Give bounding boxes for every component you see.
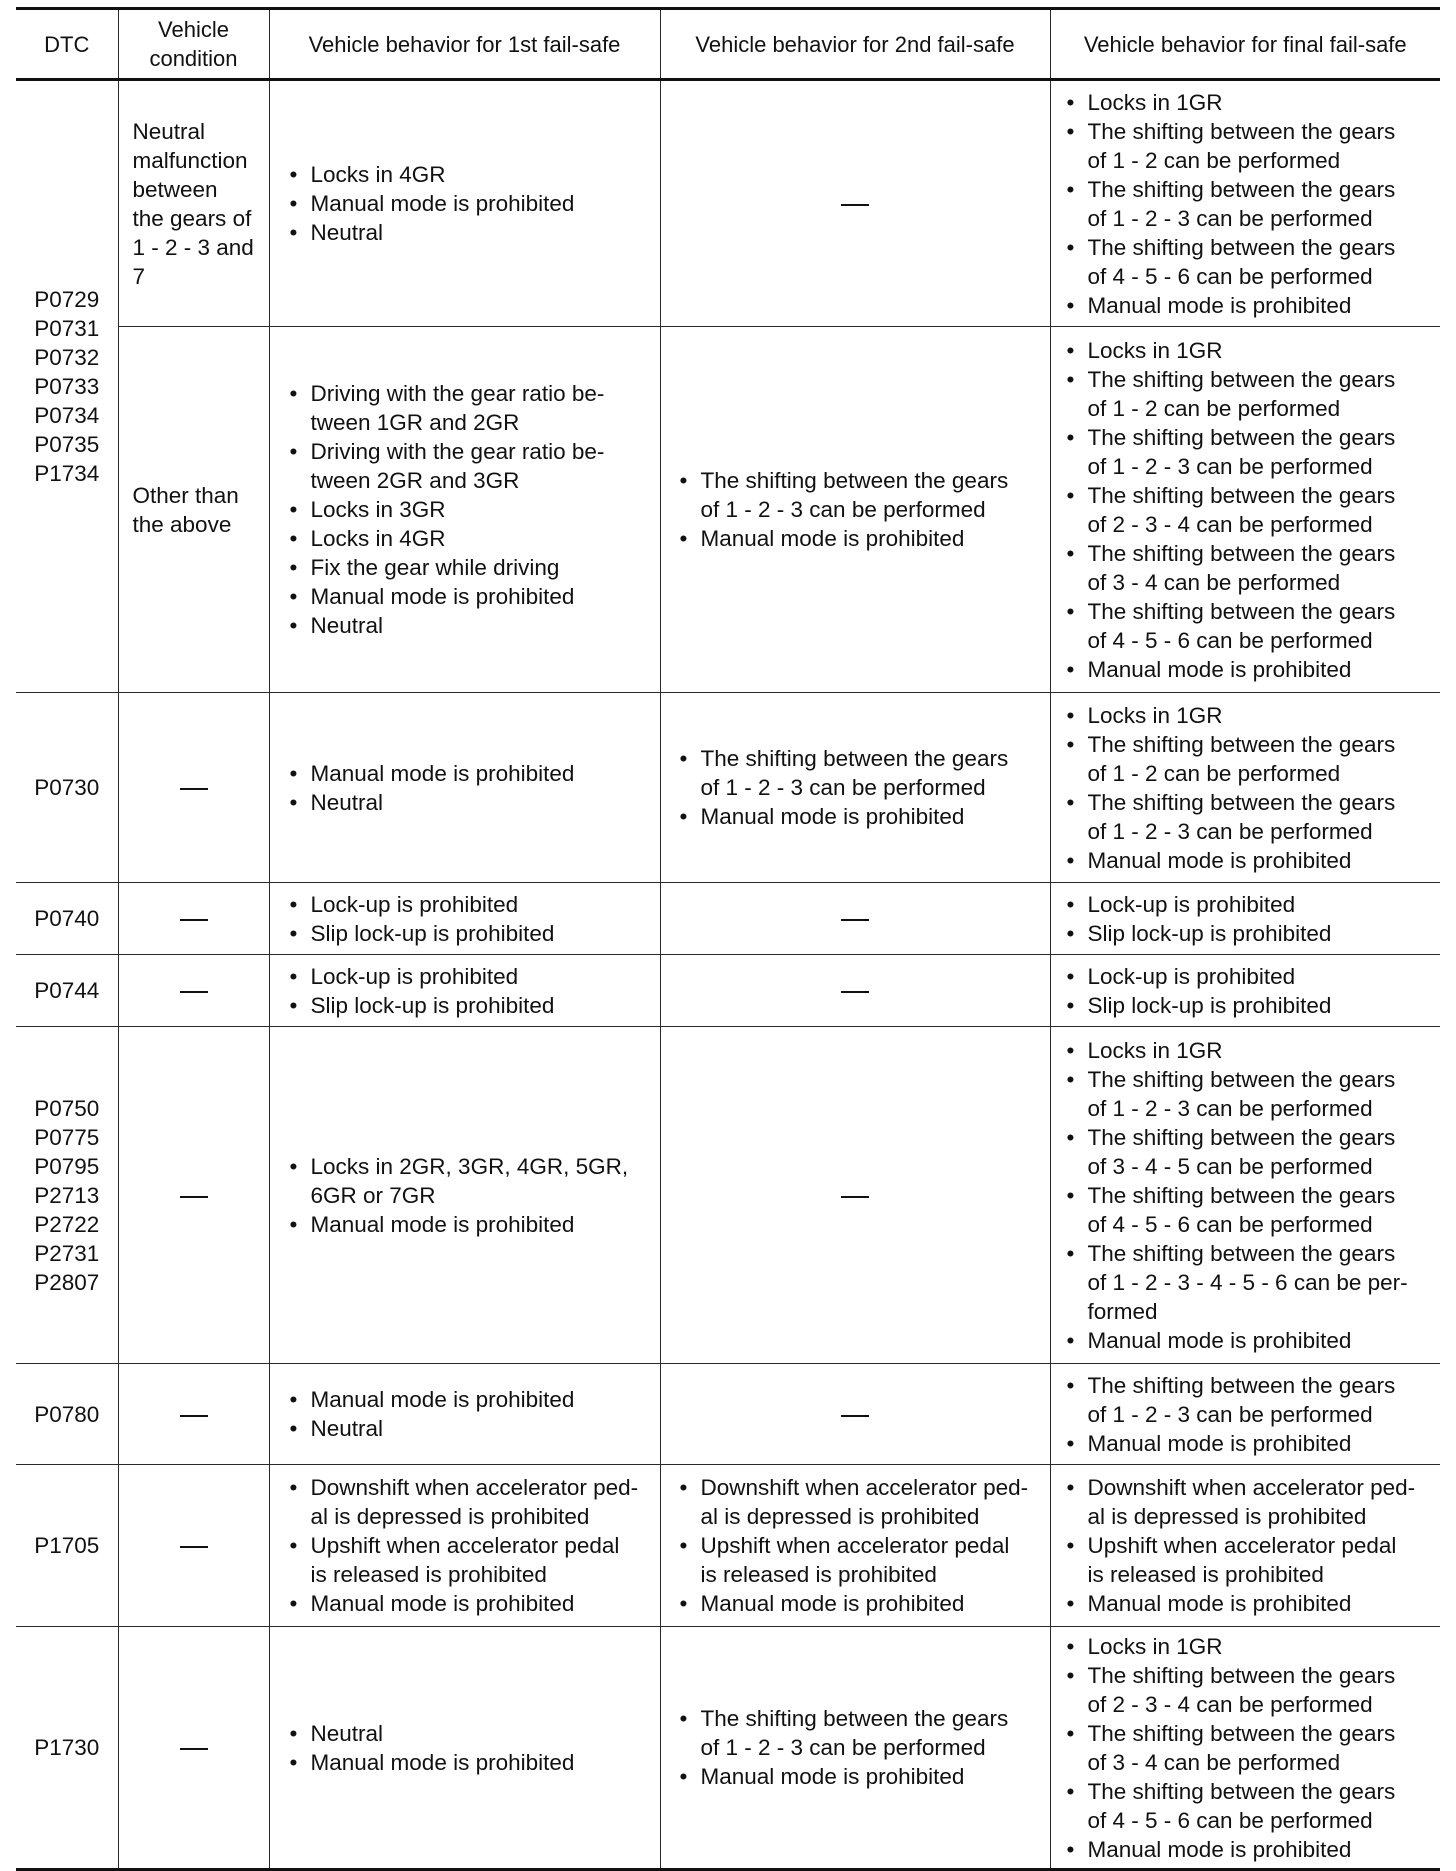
- bullet-list: [1051, 890, 1441, 948]
- bullet-item: [285, 788, 656, 817]
- first-fail-safe-cell: [269, 883, 660, 955]
- first-fail-safe-cell: [269, 693, 660, 883]
- bullet-item: [1062, 539, 1437, 597]
- bullet-item: [1062, 1777, 1437, 1835]
- header-row: [16, 9, 1440, 80]
- final-fail-safe-cell: [1050, 80, 1440, 327]
- header-final-fail-safe: Vehicle behavior for final fail-safe: [1050, 9, 1440, 80]
- bullet-list: [1051, 1473, 1441, 1618]
- bullet-text: Slip lock-up is prohibited: [1087, 920, 1332, 946]
- bullet-item: [285, 1748, 656, 1777]
- bullet-text: Slip lock-up is prohibited: [310, 992, 555, 1018]
- bullet-text: Lock-up is prohibited: [1087, 963, 1296, 989]
- bullet-text: The shifting between the gears: [1087, 1240, 1396, 1266]
- bullet-item: [1062, 291, 1437, 320]
- bullet-item: [675, 1473, 1046, 1531]
- dash-mark: [180, 919, 208, 921]
- final-fail-safe-cell: [1050, 327, 1440, 693]
- bullet-text: of 4 - 5 - 6 can be performed: [1087, 1807, 1373, 1833]
- bullet-text: Neutral: [310, 1416, 384, 1441]
- dtc-code: P0740: [34, 906, 100, 931]
- bullet-item: [675, 466, 1046, 524]
- dtc-cell: [16, 955, 118, 1027]
- bullet-item: [285, 1385, 656, 1414]
- dash-mark: [841, 1196, 869, 1198]
- bullet-text: of 1 - 2 - 3 can be performed: [700, 1735, 986, 1760]
- bullet-item: [1062, 233, 1437, 291]
- bullet-item: [675, 1704, 1046, 1762]
- bullet-text: Fix the gear while driving: [310, 555, 560, 580]
- bullet-item: [1062, 1239, 1437, 1326]
- bullet-text: tween 1GR and 2GR: [310, 410, 520, 435]
- dtc-code: P0750: [34, 1095, 100, 1121]
- bullet-text: Driving with the gear ratio be-: [310, 381, 605, 406]
- bullet-item: [1062, 1065, 1437, 1123]
- bullet-item: [675, 744, 1046, 802]
- condition-text: Other than: [132, 482, 239, 508]
- bullet-list: [1051, 1036, 1441, 1355]
- bullet-text: Upshift when accelerator pedal: [700, 1533, 1010, 1558]
- dtc-cell: [16, 1627, 118, 1870]
- dtc-code: P1730: [34, 1735, 100, 1760]
- bullet-list: [270, 1385, 660, 1443]
- table-row: [16, 1027, 1440, 1364]
- bullet-text: Manual mode is prohibited: [1087, 847, 1352, 873]
- bullet-list: [661, 1704, 1050, 1791]
- bullet-item: [1062, 1531, 1437, 1589]
- bullet-item: [1062, 365, 1437, 423]
- final-fail-safe-cell: [1050, 1364, 1440, 1465]
- first-fail-safe-cell: [269, 1627, 660, 1870]
- bullet-text: of 1 - 2 - 3 can be performed: [1087, 1401, 1373, 1427]
- dash-mark: [180, 1415, 208, 1417]
- bullet-text: of 1 - 2 - 3 can be performed: [1087, 453, 1373, 479]
- bullet-text: The shifting between the gears: [1087, 424, 1396, 450]
- bullet-text: of 3 - 4 - 5 can be performed: [1087, 1153, 1373, 1179]
- table-row: [16, 1465, 1440, 1627]
- bullet-text: The shifting between the gears: [1087, 1182, 1396, 1208]
- condition-cell: [118, 955, 269, 1027]
- dash-mark: [180, 1546, 208, 1548]
- dtc-cell: [16, 80, 118, 693]
- dtc-code: P0734: [34, 403, 100, 428]
- bullet-text: Manual mode is prohibited: [1087, 1430, 1352, 1456]
- dtc-code: P0733: [34, 374, 100, 399]
- dtc-code: P1705: [34, 1533, 100, 1558]
- dash-mark: [180, 1748, 208, 1750]
- bullet-item: [1062, 117, 1437, 175]
- table-row: [16, 883, 1440, 955]
- bullet-text: The shifting between the gears: [1087, 1372, 1396, 1398]
- bullet-item: [285, 379, 656, 437]
- bullet-item: [1062, 1429, 1437, 1458]
- bullet-text: The shifting between the gears: [1087, 176, 1396, 202]
- condition-cell: [118, 1027, 269, 1364]
- first-fail-safe-cell: [269, 80, 660, 327]
- header-dtc: DTC: [16, 9, 118, 80]
- fail-safe-table: [16, 7, 1440, 1871]
- bullet-text: of 2 - 3 - 4 can be performed: [1087, 1691, 1373, 1717]
- bullet-text: Neutral: [310, 1720, 384, 1746]
- bullet-item: [1062, 1719, 1437, 1777]
- table-row: [16, 955, 1440, 1027]
- bullet-item: [285, 890, 656, 919]
- bullet-text: Manual mode is prohibited: [310, 191, 575, 216]
- bullet-item: [285, 1414, 656, 1443]
- bullet-list: [270, 1719, 660, 1777]
- dtc-code: P0780: [34, 1401, 100, 1427]
- bullet-text: Lock-up is prohibited: [310, 963, 519, 989]
- second-fail-safe-cell: [660, 1627, 1050, 1870]
- condition-text: the above: [132, 511, 232, 537]
- bullet-text: The shifting between the gears: [1087, 482, 1396, 508]
- bullet-text: Manual mode is prohibited: [1087, 656, 1352, 682]
- bullet-text: Slip lock-up is prohibited: [1087, 992, 1332, 1018]
- bullet-list: [270, 962, 660, 1020]
- bullet-item: [1062, 701, 1437, 730]
- bullet-item: [675, 1531, 1046, 1589]
- bullet-item: [1062, 423, 1437, 481]
- bullet-item: [1062, 1661, 1437, 1719]
- bullet-text: Manual mode is prohibited: [700, 1591, 965, 1616]
- bullet-text: Manual mode is prohibited: [1087, 1327, 1352, 1353]
- bullet-item: [1062, 890, 1437, 919]
- dtc-cell: [16, 693, 118, 883]
- bullet-item: [1062, 336, 1437, 365]
- bullet-item: [1062, 730, 1437, 788]
- bullet-text: The shifting between the gears: [700, 1706, 1009, 1731]
- bullet-item: [1062, 1371, 1437, 1429]
- bullet-text: The shifting between the gears: [1087, 1066, 1396, 1092]
- table-row: [16, 80, 1440, 327]
- bullet-list: [1051, 962, 1441, 1020]
- dtc-code: P1734: [34, 461, 100, 486]
- bullet-list: [270, 379, 660, 640]
- dtc-cell: [16, 1364, 118, 1465]
- bullet-text: Lock-up is prohibited: [310, 891, 519, 917]
- bullet-item: [1062, 1326, 1437, 1355]
- header-condition-line: condition: [149, 46, 238, 71]
- second-fail-safe-cell: [660, 955, 1050, 1027]
- bullet-item: [1062, 1632, 1437, 1661]
- final-fail-safe-cell: [1050, 1027, 1440, 1364]
- dash-mark: [841, 204, 869, 206]
- dtc-cell: [16, 883, 118, 955]
- bullet-item: [1062, 919, 1437, 948]
- bullet-list: [1051, 1371, 1441, 1458]
- dtc-code: P2722: [34, 1211, 100, 1237]
- bullet-text: Downshift when accelerator ped-: [310, 1475, 639, 1500]
- bullet-text: Manual mode is prohibited: [310, 1591, 575, 1616]
- bullet-item: [1062, 1473, 1437, 1531]
- bullet-item: [285, 495, 656, 524]
- bullet-text: The shifting between the gears: [1087, 1720, 1396, 1746]
- second-fail-safe-cell: [660, 883, 1050, 955]
- condition-cell: [118, 1465, 269, 1627]
- bullet-text: Neutral: [310, 613, 384, 638]
- bullet-list: [270, 759, 660, 817]
- bullet-item: [285, 1531, 656, 1589]
- bullet-text: is released is prohibited: [700, 1562, 937, 1587]
- second-fail-safe-cell: [660, 1465, 1050, 1627]
- bullet-text: of 1 - 2 can be performed: [1087, 760, 1341, 786]
- dash-mark: [841, 1415, 869, 1417]
- dtc-cell: [16, 1465, 118, 1627]
- bullet-text: Locks in 2GR, 3GR, 4GR, 5GR,: [310, 1153, 629, 1179]
- bullet-list: [270, 890, 660, 948]
- bullet-item: [285, 1473, 656, 1531]
- bullet-text: The shifting between the gears: [1087, 1778, 1396, 1804]
- bullet-text: Locks in 1GR: [1087, 702, 1223, 728]
- second-fail-safe-cell: [660, 1364, 1050, 1465]
- first-fail-safe-cell: [269, 955, 660, 1027]
- second-fail-safe-cell: [660, 327, 1050, 693]
- bullet-item: [1062, 1835, 1437, 1864]
- bullet-text: Slip lock-up is prohibited: [310, 920, 555, 946]
- second-fail-safe-cell: [660, 693, 1050, 883]
- bullet-item: [1062, 846, 1437, 875]
- bullet-text: of 3 - 4 can be performed: [1087, 1749, 1341, 1775]
- bullet-item: [285, 437, 656, 495]
- bullet-text: Neutral: [310, 220, 384, 245]
- bullet-item: [285, 991, 656, 1020]
- first-fail-safe-cell: [269, 1027, 660, 1364]
- bullet-text: of 4 - 5 - 6 can be performed: [1087, 263, 1373, 289]
- condition-text: malfunction: [132, 147, 248, 173]
- bullet-item: [675, 802, 1046, 831]
- bullet-text: Manual mode is prohibited: [700, 1764, 965, 1789]
- bullet-list: [270, 1152, 660, 1239]
- dash-mark: [180, 788, 208, 790]
- bullet-text: Locks in 4GR: [310, 162, 446, 187]
- bullet-text: of 1 - 2 - 3 can be performed: [1087, 818, 1373, 844]
- bullet-text: The shifting between the gears: [1087, 598, 1396, 624]
- bullet-text: 6GR or 7GR: [310, 1182, 436, 1208]
- bullet-item: [675, 1762, 1046, 1791]
- condition-text: between: [132, 176, 218, 202]
- bullet-item: [285, 160, 656, 189]
- bullet-text: Manual mode is prohibited: [1087, 1591, 1352, 1616]
- bullet-text: formed: [1087, 1298, 1158, 1324]
- bullet-item: [285, 582, 656, 611]
- first-fail-safe-cell: [269, 327, 660, 693]
- bullet-text: is released is prohibited: [1087, 1562, 1324, 1587]
- table-row: [16, 1627, 1440, 1870]
- bullet-text: Lock-up is prohibited: [1087, 891, 1296, 917]
- bullet-text: of 1 - 2 - 3 can be performed: [1087, 1095, 1373, 1121]
- bullet-text: The shifting between the gears: [1087, 1124, 1396, 1150]
- bullet-text: The shifting between the gears: [1087, 1662, 1396, 1688]
- bullet-text: The shifting between the gears: [700, 468, 1009, 493]
- bullet-text: Downshift when accelerator ped-: [1087, 1475, 1416, 1500]
- second-fail-safe-cell: [660, 80, 1050, 327]
- bullet-item: [1062, 1181, 1437, 1239]
- bullet-text: of 4 - 5 - 6 can be performed: [1087, 1211, 1373, 1237]
- condition-cell: [118, 1364, 269, 1465]
- bullet-item: [285, 611, 656, 640]
- bullet-item: [285, 1589, 656, 1618]
- condition-cell: [118, 1627, 269, 1870]
- bullet-item: [285, 218, 656, 247]
- final-fail-safe-cell: [1050, 1465, 1440, 1627]
- dtc-code: P0732: [34, 345, 100, 370]
- header-condition-line: Vehicle: [158, 17, 229, 42]
- dtc-code: P0731: [34, 316, 100, 341]
- final-fail-safe-cell: [1050, 955, 1440, 1027]
- bullet-text: al is depressed is prohibited: [310, 1504, 590, 1529]
- bullet-item: [1062, 1589, 1437, 1618]
- bullet-text: The shifting between the gears: [1087, 234, 1396, 260]
- bullet-text: of 4 - 5 - 6 can be performed: [1087, 627, 1373, 653]
- bullet-item: [285, 524, 656, 553]
- table-row: [16, 327, 1440, 693]
- table-row: [16, 1364, 1440, 1465]
- bullet-list: [270, 1473, 660, 1618]
- bullet-item: [1062, 481, 1437, 539]
- bullet-item: [1062, 962, 1437, 991]
- fail-safe-table-container: [16, 7, 1440, 1871]
- bullet-item: [1062, 1036, 1437, 1065]
- table-row: [16, 693, 1440, 883]
- bullet-text: The shifting between the gears: [1087, 731, 1396, 757]
- condition-cell: [118, 883, 269, 955]
- bullet-text: Locks in 1GR: [1087, 337, 1223, 363]
- bullet-text: The shifting between the gears: [700, 746, 1009, 771]
- bullet-text: of 1 - 2 can be performed: [1087, 147, 1341, 173]
- bullet-text: Locks in 1GR: [1087, 1633, 1223, 1659]
- bullet-text: is released is prohibited: [310, 1562, 547, 1587]
- condition-text: 1 - 2 - 3 and: [132, 234, 254, 260]
- dash-mark: [841, 991, 869, 993]
- first-fail-safe-cell: [269, 1364, 660, 1465]
- bullet-text: of 1 - 2 - 3 can be performed: [700, 775, 986, 800]
- bullet-text: Neutral: [310, 789, 384, 815]
- bullet-list: [1051, 336, 1441, 684]
- bullet-text: Manual mode is prohibited: [700, 526, 965, 551]
- bullet-text: Locks in 1GR: [1087, 1037, 1223, 1063]
- first-fail-safe-cell: [269, 1465, 660, 1627]
- dtc-code: P2731: [34, 1240, 100, 1266]
- dash-mark: [180, 991, 208, 993]
- bullet-text: Manual mode is prohibited: [310, 1749, 575, 1775]
- table-body: [16, 80, 1440, 1870]
- bullet-list: [661, 466, 1050, 553]
- bullet-text: The shifting between the gears: [1087, 789, 1396, 815]
- bullet-list: [1051, 88, 1441, 320]
- final-fail-safe-cell: [1050, 693, 1440, 883]
- condition-text: Neutral: [132, 118, 206, 144]
- dtc-code: P0729: [34, 287, 100, 312]
- bullet-item: [1062, 788, 1437, 846]
- bullet-text: of 2 - 3 - 4 can be performed: [1087, 511, 1373, 537]
- header-second-fail-safe: Vehicle behavior for 2nd fail-safe: [660, 9, 1050, 80]
- bullet-item: [1062, 1123, 1437, 1181]
- bullet-item: [675, 1589, 1046, 1618]
- bullet-text: al is depressed is prohibited: [700, 1504, 980, 1529]
- condition-text: 7: [132, 263, 146, 289]
- bullet-item: [1062, 991, 1437, 1020]
- bullet-text: The shifting between the gears: [1087, 118, 1396, 144]
- dtc-code: P0735: [34, 432, 100, 457]
- bullet-item: [285, 1719, 656, 1748]
- bullet-text: Manual mode is prohibited: [310, 584, 575, 609]
- bullet-text: Upshift when accelerator pedal: [310, 1533, 620, 1558]
- bullet-item: [285, 962, 656, 991]
- bullet-text: Manual mode is prohibited: [310, 1387, 575, 1412]
- bullet-item: [285, 759, 656, 788]
- bullet-list: [1051, 701, 1441, 875]
- condition-cell: [118, 693, 269, 883]
- bullet-text: Upshift when accelerator pedal: [1087, 1533, 1397, 1558]
- bullet-item: [1062, 655, 1437, 684]
- bullet-item: [1062, 88, 1437, 117]
- bullet-text: The shifting between the gears: [1087, 366, 1396, 392]
- bullet-list: [661, 1473, 1050, 1618]
- dtc-code: P0730: [34, 775, 100, 800]
- dtc-cell: [16, 1027, 118, 1364]
- dash-mark: [180, 1196, 208, 1198]
- bullet-text: The shifting between the gears: [1087, 540, 1396, 566]
- bullet-item: [285, 1210, 656, 1239]
- bullet-text: Manual mode is prohibited: [700, 804, 965, 829]
- dtc-code: P2713: [34, 1182, 100, 1208]
- dtc-code: P2807: [34, 1269, 100, 1295]
- condition-cell: [118, 80, 269, 327]
- bullet-text: of 1 - 2 - 3 - 4 - 5 - 6 can be per-: [1087, 1269, 1408, 1295]
- bullet-text: Locks in 1GR: [1087, 89, 1223, 115]
- bullet-text: tween 2GR and 3GR: [310, 468, 520, 493]
- bullet-list: [1051, 1632, 1441, 1864]
- dtc-code: P0795: [34, 1153, 100, 1179]
- bullet-item: [1062, 175, 1437, 233]
- bullet-text: Manual mode is prohibited: [310, 760, 575, 786]
- bullet-text: Manual mode is prohibited: [310, 1211, 575, 1237]
- bullet-text: al is depressed is prohibited: [1087, 1504, 1367, 1529]
- bullet-text: Manual mode is prohibited: [1087, 1836, 1352, 1862]
- final-fail-safe-cell: [1050, 883, 1440, 955]
- bullet-list: [270, 160, 660, 247]
- bullet-text: Driving with the gear ratio be-: [310, 439, 605, 464]
- condition-text: the gears of: [132, 205, 252, 231]
- bullet-text: of 1 - 2 - 3 can be performed: [1087, 205, 1373, 231]
- dtc-code: P0775: [34, 1124, 100, 1150]
- bullet-item: [285, 919, 656, 948]
- bullet-text: Locks in 3GR: [310, 497, 446, 522]
- bullet-item: [285, 189, 656, 218]
- dtc-code: P0744: [34, 978, 100, 1003]
- bullet-item: [1062, 597, 1437, 655]
- bullet-text: Downshift when accelerator ped-: [700, 1475, 1029, 1500]
- bullet-text: of 1 - 2 - 3 can be performed: [700, 497, 986, 522]
- bullet-text: Manual mode is prohibited: [1087, 292, 1352, 318]
- bullet-text: of 1 - 2 can be performed: [1087, 395, 1341, 421]
- second-fail-safe-cell: [660, 1027, 1050, 1364]
- header-first-fail-safe: Vehicle behavior for 1st fail-safe: [269, 9, 660, 80]
- bullet-item: [285, 553, 656, 582]
- bullet-text: of 3 - 4 can be performed: [1087, 569, 1341, 595]
- bullet-item: [285, 1152, 656, 1210]
- header-vehicle-condition: [118, 9, 269, 80]
- bullet-item: [675, 524, 1046, 553]
- final-fail-safe-cell: [1050, 1627, 1440, 1870]
- bullet-text: Locks in 4GR: [310, 526, 446, 551]
- bullet-list: [661, 744, 1050, 831]
- dash-mark: [841, 919, 869, 921]
- condition-cell: [118, 327, 269, 693]
